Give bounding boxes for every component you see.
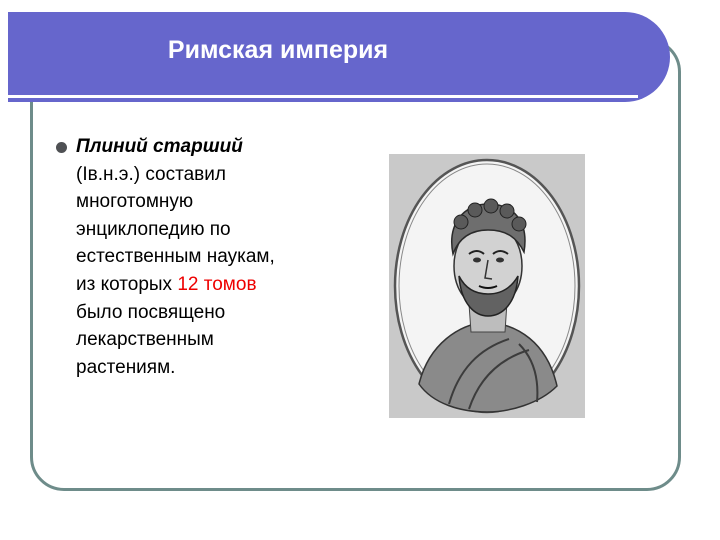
bullet-line-7: лекарственным <box>76 329 214 351</box>
bullet-line-4: естественным наукам, <box>76 246 275 268</box>
title-underline <box>8 95 638 98</box>
highlight-volumes: 12 томов <box>177 273 257 295</box>
bullet-line-1: (Iв.н.э.) составил <box>76 163 226 185</box>
bullet-text <box>76 133 351 381</box>
bullet-dot-icon <box>56 142 67 153</box>
bullet-lead: Плиний старший <box>76 136 243 157</box>
bullet-line-3: энциклопедию по <box>76 218 231 240</box>
bullet-line-5 <box>76 271 351 299</box>
bullet-line-2: многотомную <box>76 191 194 213</box>
bullet-line-5-text: из которых <box>76 273 178 295</box>
bullet-line-8: растениям. <box>76 356 176 378</box>
portrait-engraving <box>389 154 585 418</box>
slide-title: Римская империя <box>167 36 389 64</box>
portrait-image <box>389 154 585 418</box>
bullet-line-6: было посвящено <box>76 301 226 323</box>
